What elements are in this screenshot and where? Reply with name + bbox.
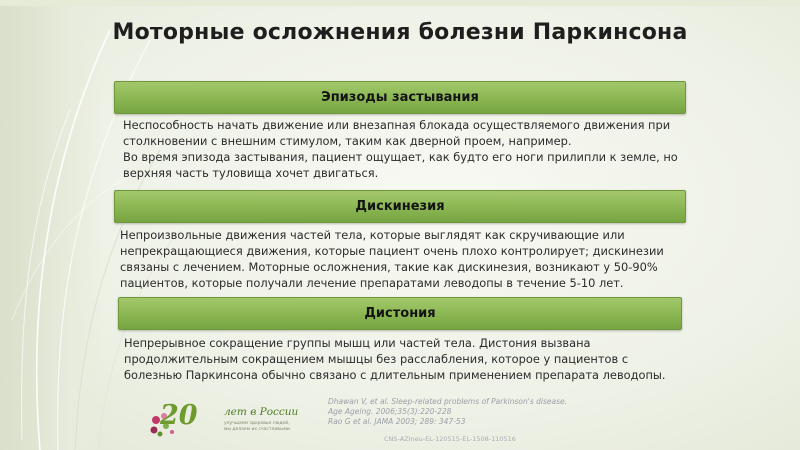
body-line: непрекращающиеся движения, которые пациент очень плохо контролирует; дискинезии (120, 244, 664, 258)
logo-text: лет в России (224, 406, 299, 418)
section-header-dyskinesia: Дискинезия (114, 190, 686, 223)
slide-title: Моторные осложнения болезни Паркинсона (112, 20, 688, 45)
body-line: верхняя часть туловища хочет двигаться. (123, 166, 379, 180)
body-line: Неспособность начать движение или внезапная блокада осуществляемого движения при (123, 118, 671, 132)
reference-line: Rao G et al. JAMA 2003; 289: 347-53 (328, 417, 466, 426)
body-line: Непроизвольные движения частей тела, которые выглядят как скручивающие или (120, 228, 625, 242)
reference-line: Age Ageing. 2006;35(3):220-228 (328, 407, 452, 416)
footer-code: CNS-AZIneu-EL-120515-EL-1508-110516 (384, 435, 516, 443)
section-header-freezing: Эпизоды застывания (114, 81, 686, 114)
body-line: Во время эпизода застывания, пациент ощущает, как будто его ноги прилипли к земле, но (123, 150, 678, 164)
section-header-dystonia: Дистония (118, 297, 682, 330)
references (328, 397, 567, 427)
body-line: продолжительным сокращением мышцы без расслабления, которое у пациентов с (124, 352, 629, 366)
body-line: пациентов, которые получали лечение препаратами леводопы в течение 5-10 лет. (120, 276, 624, 290)
reference-line: Dhawan V, et al. Sleep-related problems of Parkinson's disease. (328, 397, 567, 406)
body-line: связаны с лечением. Моторные осложнения, такие как дискинезия, возникают у 50-90% (120, 260, 658, 274)
top-decorative-bar (0, 0, 800, 6)
body-line: Непрерывное сокращение группы мышц или частей тела. Дистония вызвана (124, 336, 591, 350)
logo-tagline-1: улучшаем здоровье людей, (224, 421, 290, 426)
left-decorative-band (0, 0, 105, 450)
body-line: столкновении с внешним стимулом, таким как дверной проем, например. (123, 134, 572, 148)
body-line: болезнью Паркинсона обычно связано с длительным применением препарата леводопы. (124, 368, 666, 382)
section-body-dystonia (124, 335, 754, 383)
company-logo (148, 400, 299, 440)
section-body-dyskinesia (120, 227, 750, 291)
logo-tagline-2: мы делаем их счастливыми (224, 427, 290, 432)
logo-number: 20 (160, 400, 198, 431)
section-body-freezing (123, 117, 753, 181)
